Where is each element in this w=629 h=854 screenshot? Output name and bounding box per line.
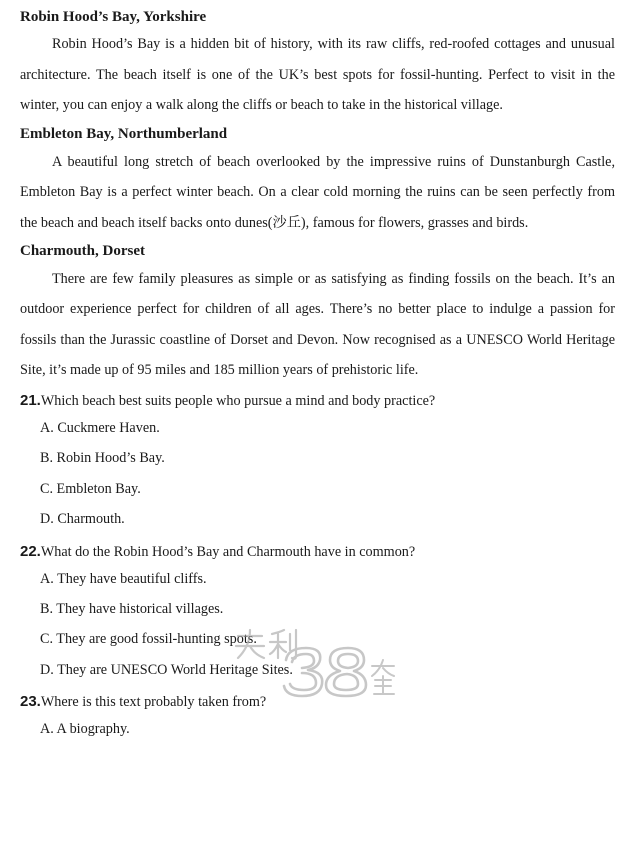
option-c[interactable]: C. They are good fossil-hunting spots.: [40, 631, 257, 648]
question-stem: [20, 541, 615, 563]
passage-text: There are few family pleasures as simple or as satisfying as finding fossils on the beach. It’s an outdoor experience perfect for children of all ages. There’s no better place to indulge a passion for fossils than the Jurassic coastline of Dorset and Devon. Now recognised as a UNESCO World Heritage Site, it’s made up of 95 miles and 185 million years of prehistoric life.: [20, 270, 615, 379]
question-stem: [20, 390, 615, 412]
question-23: [20, 691, 615, 744]
passage-title: Charmouth, Dorset: [20, 242, 145, 259]
question-number: 21.: [20, 391, 41, 409]
option-d[interactable]: D. They are UNESCO World Heritage Sites.: [40, 661, 293, 678]
passage-text: A beautiful long stretch of beach overlooked by the impressive ruins of Dunstanburgh Castle, Embleton Bay is a perfect winter beach. On a clear cold morning the ruins can be seen perfectly from the beach and beach itself backs onto dunes(沙丘), famous for flowers, grasses and birds.: [20, 153, 615, 231]
question-stem: [20, 691, 615, 713]
option-list: [20, 413, 615, 535]
option-a[interactable]: A. A biography.: [40, 721, 130, 738]
option-a[interactable]: A. They have beautiful cliffs.: [40, 570, 207, 587]
question-number: 23.: [20, 693, 41, 711]
question-number: 22.: [20, 542, 41, 560]
question-text: Where is this text probably taken from?: [40, 694, 267, 711]
question-text: Which beach best suits people who pursue a mind and body practice?: [40, 392, 436, 409]
option-list: [20, 714, 615, 744]
option-d[interactable]: D. Charmouth.: [40, 511, 125, 528]
passage-embleton-bay: [20, 123, 615, 239]
passage-robin-hoods-bay: [20, 6, 615, 121]
question-text: What do the Robin Hood’s Bay and Charmouth have in common?: [40, 543, 416, 560]
passage-charmouth: [20, 240, 615, 386]
option-b[interactable]: B. Robin Hood’s Bay.: [40, 450, 165, 467]
passage-title: Embleton Bay, Northumberland: [20, 125, 228, 142]
passage-text: Robin Hood’s Bay is a hidden bit of history, with its raw cliffs, red-roofed cottages and unusual architecture. The beach itself is one of the UK’s best spots for fossil-hunting. Perfect to visit in the winter, you can enjoy a walk along the cliffs or beach to take in the historical village.: [20, 36, 615, 114]
question-21: [20, 390, 615, 535]
option-b[interactable]: B. They have historical villages.: [40, 600, 224, 617]
option-list: [20, 564, 615, 686]
option-c[interactable]: C. Embleton Bay.: [40, 480, 141, 497]
question-22: [20, 541, 615, 686]
passage-title: Robin Hood’s Bay, Yorkshire: [20, 9, 207, 25]
option-a[interactable]: A. Cuckmere Haven.: [40, 419, 160, 436]
